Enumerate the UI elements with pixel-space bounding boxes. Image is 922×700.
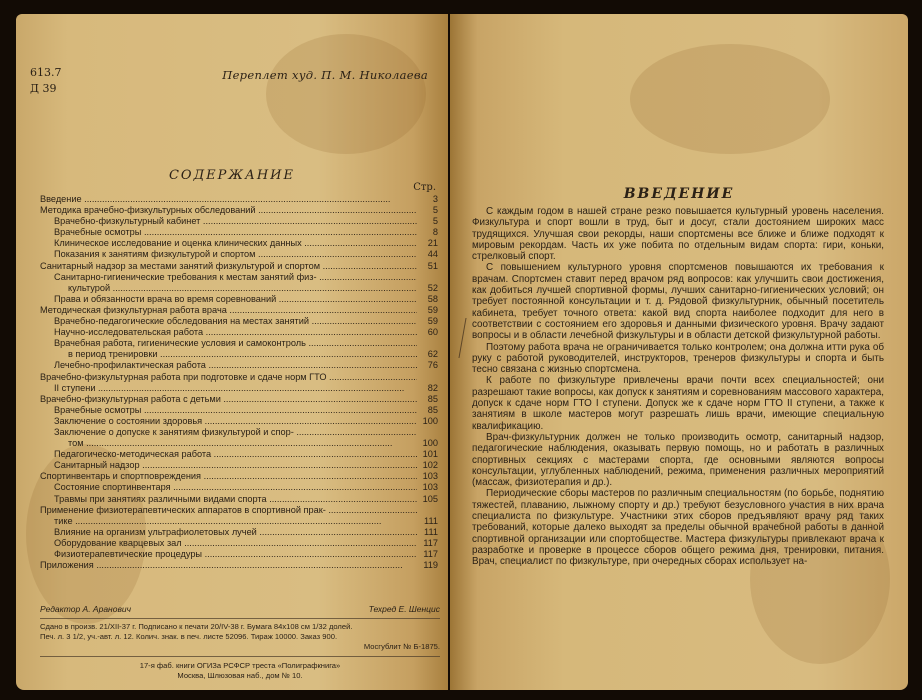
toc-entry-title: Заключение о состоянии здоровья ..... xyxy=(54,416,417,427)
toc-entry xyxy=(40,294,438,305)
toc-entry-page: 3 xyxy=(432,194,438,204)
toc-entry-title: Врачебная работа, гигиенические условия и самоконтроль ..... xyxy=(54,338,417,349)
toc-entry-title: Спортинвентарь и спортповреждения ..... xyxy=(40,471,417,482)
toc-entry xyxy=(40,194,438,205)
toc-entry-page: 103 xyxy=(422,471,438,482)
toc-entry-page: 5 xyxy=(432,216,438,227)
printer-address: Москва, Шлюзовая наб., дом № 10. xyxy=(177,671,303,680)
toc-entry-title: Влияние на организм ультрафиолетовых лучей ..... xyxy=(54,527,417,538)
imprint-rule xyxy=(40,656,440,657)
toc-entry-title: культурой ..... xyxy=(68,283,417,294)
toc-entry-title: Заключение о допуске к занятиям физкультурой и спор- ..... xyxy=(54,427,417,438)
toc-entry-page: 117 xyxy=(423,537,438,548)
toc-entry-page: 59 xyxy=(427,304,438,315)
toc-entry xyxy=(40,216,438,227)
toc-entry-page: 60 xyxy=(427,327,438,338)
toc-entry-page: 101 xyxy=(422,449,438,460)
table-of-contents xyxy=(40,194,438,571)
toc-entry xyxy=(40,238,438,249)
toc-entry-title: Научно-исследовательская работа ..... xyxy=(54,327,417,338)
toc-entry-title: Показания к занятиям физкультурой и спортом ..... xyxy=(54,249,417,260)
toc-entry-title: Педагогическо-методическая работа ..... xyxy=(54,449,417,460)
catalog-code: 613.7 xyxy=(30,66,62,79)
toc-entry xyxy=(40,360,438,371)
toc-entry xyxy=(40,305,438,316)
toc-entry xyxy=(40,460,438,471)
toc-entry xyxy=(40,416,438,427)
toc-entry xyxy=(40,327,438,338)
toc-entry-page: 85 xyxy=(427,404,438,415)
toc-entry xyxy=(40,261,438,272)
toc-entry-title: Введение ..... xyxy=(40,194,417,205)
toc-entry-title: Врачебные осмотры ..... xyxy=(54,227,417,238)
toc-entry xyxy=(40,249,438,260)
toc-entry-title: Санитарный надзор ..... xyxy=(54,460,417,471)
toc-entry-page: 105 xyxy=(422,493,438,504)
right-page xyxy=(450,14,908,690)
toc-entry xyxy=(40,205,438,216)
toc-entry xyxy=(40,560,438,571)
toc-entry-title: Приложения ..... xyxy=(40,560,417,571)
toc-entry-page: 5 xyxy=(432,205,438,216)
toc-entry-title: Врачебные осмотры ..... xyxy=(54,405,417,416)
toc-entry xyxy=(40,372,438,383)
toc-entry-title: Методическая физкультурная работа врача ..... xyxy=(40,305,417,316)
introduction-paragraph: Врач-физкультурник должен не только производить осмотр, санитарный надзор, педагогические наблюдения, оказывать первую помощь, но и работать в различных спортивных секциях с мастерами спорта, где основными являются вопросы консультации, углубленных наблюдений, режима, применения различных мероприятий (массаж, физиотерапия и др.). xyxy=(472,431,884,489)
printer-line: 17-я фаб. книги ОГИЗа РСФСР треста «Полиграфкнига» xyxy=(139,661,341,670)
binder-credit: Переплет худ. П. М. Николаева xyxy=(222,68,428,82)
toc-entry-page: 8 xyxy=(432,227,438,238)
toc-title: СОДЕРЖАНИЕ xyxy=(168,168,296,183)
imprint-line: Мосгублит № Б-1875. xyxy=(363,642,440,651)
toc-entry-page: 21 xyxy=(427,238,438,249)
introduction-paragraph: С повышением культурного уровня спортсменов повышаются их требования к врачам. Спортсмен ставит перед врачом ряд вопросов: как улучшить свои достижения, как добиться лучшей спортивной формы, лучших санитарно-гигиенических условий; он требует постоянной консультации и т. д. Рядовой физкультурник, обычный посетитель кабинета, требует точного ответа: какой вид спорта наиболее подходит для него в соответствии с состоянием его здоровья и данными физического уровня. Врачу задают вопросы и в области лечебной физкультуры и в области детской физкультурной работы. xyxy=(472,262,884,342)
toc-entry-page: 82 xyxy=(427,382,438,393)
toc-entry-page: 58 xyxy=(427,293,438,304)
toc-entry xyxy=(40,383,438,394)
toc-entry-title: Санитарно-гигиенические требования к местам занятий физ- ..... xyxy=(54,272,417,283)
toc-entry-page: 85 xyxy=(427,393,438,404)
toc-entry xyxy=(40,538,438,549)
toc-entry xyxy=(40,272,438,283)
toc-entry xyxy=(40,549,438,560)
editor-credit: Редактор А. Аранович xyxy=(40,604,132,614)
imprint-line: Печ. л. 3 1/2, уч.-авт. л. 12. Колич. знак. в печ. листе 52096. Тираж 10000. Заказ 900. xyxy=(40,632,338,641)
toc-entry-title: Лечебно-профилактическая работа ..... xyxy=(54,360,417,371)
toc-entry xyxy=(40,283,438,294)
introduction-paragraph: Периодические сборы мастеров по различным специальностям (по борьбе, поднятию тяжестей, плаванию, лыжному спорту и др.) требуют безусловного участия в них врача специалиста по физкультуре. Участники этих сборов предъявляют врачу ряд таких требований, которые далеко выходят за пределы обычной врачебной работы в данной спортивной организации или спортобществе. Мастера физкультуры привлекают врача к разработке и проверке в процессе сборов общего режима дня, тренировки, питания. Врач, специалист по физкультуре, при очередных сборах использует на- xyxy=(472,488,884,568)
introduction-text xyxy=(472,206,884,568)
toc-entry-title: Права и обязанности врача во время соревнований ..... xyxy=(54,294,417,305)
toc-entry-page: 59 xyxy=(427,316,438,327)
toc-entry-title: Клиническое исследование и оценка клинических данных ..... xyxy=(54,238,417,249)
toc-entry-page: 111 xyxy=(424,515,438,526)
toc-entry-title: в период тренировки ..... xyxy=(68,349,417,360)
toc-entry xyxy=(40,227,438,238)
toc-entry-title: II ступени ..... xyxy=(54,383,417,394)
introduction-paragraph: Поэтому работа врача не ограничивается только контролем; она должна итти рука об руку с работой руководителей, инструкторов, тренеров физкультуры и спорта и быть тесно связана с жизнью спортсмена. xyxy=(472,341,884,376)
toc-entry-page: 102 xyxy=(422,460,438,471)
toc-entry-page: 103 xyxy=(422,482,438,493)
toc-entry-page: 100 xyxy=(422,438,438,449)
toc-entry-page: 44 xyxy=(427,249,438,260)
introduction-title: ВВЕДЕНИЕ xyxy=(623,186,735,202)
toc-entry xyxy=(40,427,438,438)
toc-entry-title: Врачебно-физкультурная работа при подготовке и сдаче норм ГТО ..... xyxy=(40,372,417,383)
toc-entry-title: Оборудование кварцевых зал ..... xyxy=(54,538,417,549)
imprint xyxy=(40,604,440,681)
toc-entry-page: 100 xyxy=(422,415,438,426)
toc-entry xyxy=(40,349,438,360)
toc-entry-page: 111 xyxy=(424,526,438,537)
imprint-rule xyxy=(40,618,440,619)
toc-entry-page: 51 xyxy=(427,260,438,271)
toc-entry xyxy=(40,527,438,538)
toc-entry xyxy=(40,482,438,493)
toc-entry-page: 119 xyxy=(423,560,438,571)
toc-entry xyxy=(40,405,438,416)
toc-entry xyxy=(40,449,438,460)
toc-entry-title: том ..... xyxy=(68,438,417,449)
techred-credit: Техред Е. Шенцис xyxy=(368,604,440,614)
toc-entry xyxy=(40,516,438,527)
left-page xyxy=(16,14,448,690)
toc-entry xyxy=(40,338,438,349)
toc-entry-title: Травмы при занятиях различными видами спорта ..... xyxy=(54,494,417,505)
toc-entry xyxy=(40,316,438,327)
toc-entry-page: 117 xyxy=(423,549,438,559)
imprint-line: Сдано в произв. 21/XII-37 г. Подписано к печати 20/IV-38 г. Бумага 84х108 см 1/32 долей. xyxy=(40,622,353,631)
introduction-paragraph: К работе по физкультуре привлечены врачи почти всех специальностей; они разрешают такие вопросы, как допуск к занятиям и соревнованиям массового характера, допуск к сдаче норм ГТО I ступени. Допуск же к сдаче норм ГТО II ступени, а также к занятиям в школе мастеров могут разрешать лишь врачи, имеющие специальную квалификацию. xyxy=(472,375,884,432)
author-mark: Д 39 xyxy=(30,82,57,95)
toc-entry-page: 52 xyxy=(427,282,438,293)
toc-entry-title: Врачебно-педагогические обследования на местах занятий ..... xyxy=(54,316,417,327)
toc-entry xyxy=(40,394,438,405)
toc-entry xyxy=(40,494,438,505)
toc-entry xyxy=(40,438,438,449)
toc-entry-title: тике ..... xyxy=(54,516,417,527)
introduction-paragraph: С каждым годом в нашей стране резко повышается культурный уровень населения. Физкультура и спорт вошли в труд, быт и досуг, стали достоянием широких масс трудящихся. Улучшая свои рекорды, наши спортсмены все ближе и ближе подходят к мировым рекордам. Часть их уже побита по отдельным видам спорта: гири, коньки, стрелковый спорт. xyxy=(472,206,884,263)
toc-entry-title: Методика врачебно-физкультурных обследований ..... xyxy=(40,205,417,216)
toc-page-column-label: Стр. xyxy=(413,182,436,193)
toc-entry-page: 76 xyxy=(427,360,438,371)
toc-entry xyxy=(40,471,438,482)
toc-entry-title: Физиотерапевтические процедуры ..... xyxy=(54,549,417,560)
toc-entry-title: Применение физиотерапевтических аппаратов в спортивной прак- ..... xyxy=(40,505,417,516)
toc-entry-title: Врачебно-физкультурная работа с детьми ..... xyxy=(40,394,417,405)
toc-entry-page: 62 xyxy=(427,349,438,360)
toc-entry xyxy=(40,505,438,516)
toc-entry-title: Состояние спортинвентаря ..... xyxy=(54,482,417,493)
toc-entry-title: Санитарный надзор за местами занятий физкультурой и спортом ..... xyxy=(40,261,417,272)
toc-entry-title: Врачебно-физкультурный кабинет ..... xyxy=(54,216,417,227)
